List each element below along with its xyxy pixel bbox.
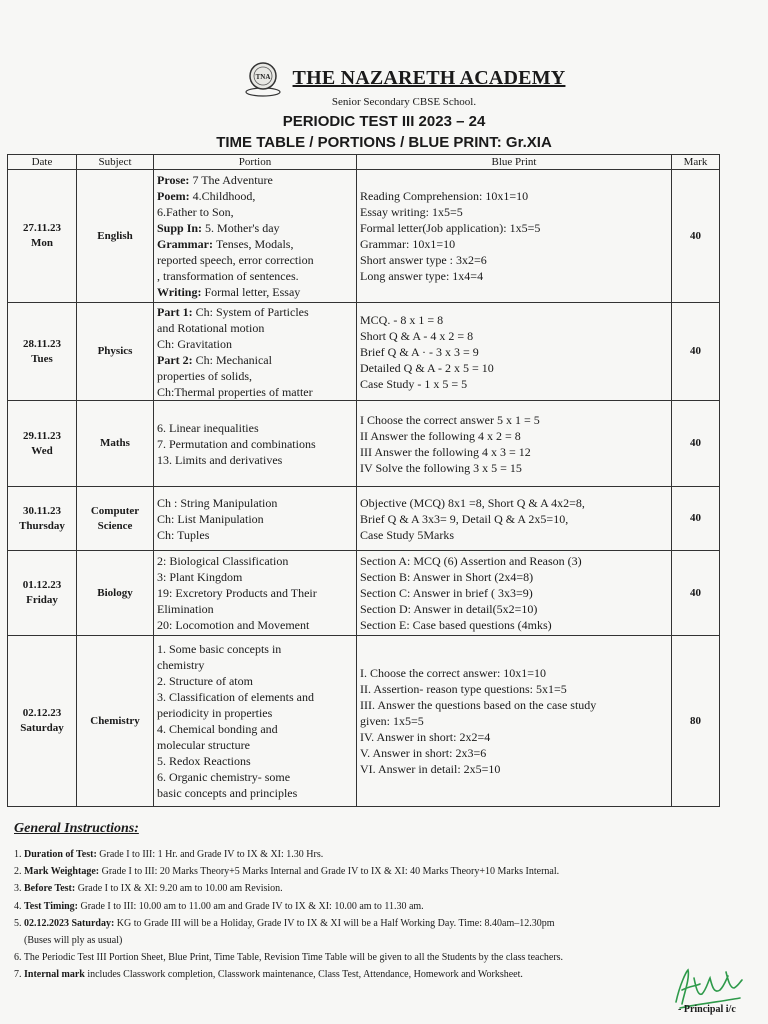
portion-line — [157, 511, 353, 527]
instruction-text: Grade I to III: 1 Hr. and Grade IV to IX & XI: 1.30 Hrs. — [99, 849, 324, 860]
date-cell — [8, 636, 77, 807]
portion-line — [157, 352, 353, 368]
blueprint-line: Short Q & A - 4 x 2 = 8 — [360, 328, 474, 343]
portion-line — [157, 452, 353, 468]
instruction-text: (Buses will ply as usual) — [24, 935, 123, 947]
blueprint-line: II Answer the following 4 x 2 = 8 — [360, 428, 521, 443]
school-header — [0, 58, 768, 108]
portion-cell — [154, 551, 357, 636]
subject-name: Physics — [97, 345, 133, 358]
mark-cell: 80 — [672, 636, 720, 807]
portion-text: chemistry — [157, 658, 205, 672]
mark-cell: 40 — [672, 303, 720, 401]
portion-label: Poem: — [157, 189, 193, 203]
subject-name: English — [97, 229, 133, 242]
date-cell — [8, 401, 77, 487]
blueprint-line: Formal letter(Job application): 1x5=5 — [360, 221, 541, 235]
exam-day: Saturday — [20, 722, 64, 734]
instruction-label: Duration of Test: — [24, 849, 100, 860]
subject-cell — [77, 487, 154, 551]
subject-name: Maths — [100, 437, 130, 450]
portion-text: molecular structure — [157, 738, 250, 752]
blueprint-cell — [357, 636, 672, 807]
exam-date: 28.11.23 — [23, 337, 61, 350]
portion-text: 6. Organic chemistry- some — [157, 770, 291, 784]
date-cell — [8, 303, 77, 401]
portion-text: Ch: System of Particles — [195, 304, 309, 319]
instruction-text: Grade I to III: 10.00 am to 11.00 am and Grade IV to IX & XI: 10.00 am to 11.30 am. — [80, 900, 424, 912]
school-name: THE NAZARETH ACADEMY — [292, 66, 566, 89]
instruction-text: The Periodic Test III Portion Sheet, Blue Print, Time Table, Revision Time Table will be given to all the Students by the class teachers. — [23, 952, 564, 964]
portion-line — [157, 617, 353, 633]
instruction-number: 6. — [14, 952, 24, 964]
portion-line — [157, 304, 353, 320]
portion-text: 19: Excretory Products and Their — [157, 586, 317, 600]
blueprint-line: Section A: MCQ (6) Assertion and Reason (3) — [360, 554, 582, 568]
blueprint-line: Short answer type : 3x2=6 — [360, 253, 487, 267]
portion-line — [157, 569, 353, 585]
portion-text: and Rotational motion — [157, 320, 265, 335]
blueprint-line: Section C: Answer in brief ( 3x3=9) — [360, 586, 533, 600]
portion-line — [157, 705, 353, 721]
blueprint-line: Brief Q & A · - 3 x 3 = 9 — [360, 344, 479, 359]
blueprint-line: Reading Comprehension: 10x1=10 — [360, 189, 529, 203]
blueprint-line: II. Assertion- reason type questions: 5x1=5 — [360, 682, 567, 696]
portion-label: Grammar: — [157, 237, 216, 251]
portion-cell — [154, 636, 357, 807]
instruction-label: Internal mark — [24, 969, 88, 981]
subject-name: Biology — [97, 586, 133, 599]
blueprint-cell — [357, 487, 672, 551]
instruction-text: Grade I to III: 20 Marks Theory+5 Marks Internal and Grade IV to IX & XI: 40 Marks Theory+10 Marks Internal. — [101, 866, 560, 878]
portion-text: Elimination — [157, 602, 214, 616]
exam-day: Friday — [26, 594, 58, 606]
portion-cell — [154, 170, 357, 303]
portion-line — [157, 368, 353, 384]
portion-label: Writing: — [157, 285, 205, 299]
exam-date: 02.12.23 — [22, 707, 62, 720]
portion-line — [157, 172, 353, 188]
portion-line — [157, 641, 353, 657]
instruction-item — [14, 863, 754, 880]
portion-text: 2: Biological Classification — [157, 554, 289, 568]
portion-line — [157, 436, 353, 452]
header-subject: Subject — [77, 155, 154, 170]
subject-cell — [77, 401, 154, 487]
portion-text: Ch: Tuples — [157, 527, 210, 542]
blueprint-line: III. Answer the questions based on the case study — [360, 698, 597, 712]
blueprint-line: IV. Answer in short: 2x2=4 — [360, 730, 491, 744]
school-crest-icon — [243, 58, 283, 98]
table-row — [8, 401, 720, 487]
instruction-text: includes Classwork completion, Classwork maintenance, Class Test, Attendance, Homework and Worksheet. — [87, 969, 523, 981]
portion-line — [157, 420, 353, 436]
blueprint-line: V. Answer in short: 2x3=6 — [360, 746, 487, 760]
portion-line — [157, 785, 353, 801]
principal-signatory: - Principal i/c — [678, 1004, 736, 1015]
timetable-body — [8, 170, 720, 807]
blueprint-line: Grammar: 10x1=10 — [360, 237, 456, 251]
portion-line — [157, 188, 353, 204]
instruction-item — [14, 898, 754, 915]
instruction-number: 2. — [14, 866, 24, 878]
blueprint-line: Long answer type: 1x4=4 — [360, 269, 484, 283]
portion-line — [157, 336, 353, 352]
blueprint-line: III Answer the following 4 x 3 = 12 — [360, 444, 531, 459]
instruction-label: 02.12.2023 Saturday: — [24, 917, 117, 929]
exam-date: 27.11.23 — [23, 222, 61, 235]
mark-cell: 40 — [672, 551, 720, 636]
instruction-item — [14, 966, 754, 983]
portion-line — [157, 384, 353, 400]
portion-text: 4.Childhood, — [192, 189, 256, 203]
table-row — [8, 170, 720, 303]
portion-text: Formal letter, Essay — [204, 285, 301, 299]
portion-cell — [154, 487, 357, 551]
instruction-number: 3. — [14, 883, 24, 895]
portion-line — [157, 737, 353, 753]
portion-text: 5. Mother's day — [205, 221, 280, 235]
exam-date: 30.11.23 — [23, 504, 61, 517]
timetable — [7, 154, 720, 807]
subject-cell — [77, 636, 154, 807]
instruction-number: 7. — [14, 969, 24, 981]
date-cell — [8, 487, 77, 551]
table-row — [8, 636, 720, 807]
portion-line — [157, 204, 353, 220]
blueprint-line: Section E: Case based questions (4mks) — [360, 618, 552, 632]
instructions-list — [14, 846, 754, 984]
subject-cell — [77, 303, 154, 401]
exam-day: Thursday — [19, 519, 65, 532]
portion-text: 4. Chemical bonding and — [157, 722, 278, 736]
portion-text: periodicity in properties — [157, 706, 273, 720]
blueprint-line: I Choose the correct answer 5 x 1 = 5 — [360, 412, 540, 427]
instruction-item — [14, 932, 754, 949]
exam-date: 01.12.23 — [22, 579, 62, 592]
subject-name: Computer — [90, 504, 140, 517]
instruction-number: 1. — [14, 849, 24, 860]
blueprint-line: Case Study 5Marks — [360, 527, 454, 542]
blueprint-line: Essay writing: 1x5=5 — [360, 205, 463, 219]
portion-line — [157, 585, 353, 601]
portion-line — [157, 769, 353, 785]
portion-line — [157, 673, 353, 689]
portion-text: 6.Father to Son, — [157, 205, 234, 219]
table-row — [8, 487, 720, 551]
instruction-item — [14, 880, 754, 897]
portion-text: 2. Structure of atom — [157, 674, 253, 688]
portion-label: Part 2: — [157, 352, 196, 367]
portion-line — [157, 753, 353, 769]
blueprint-line: Case Study - 1 x 5 = 5 — [360, 376, 468, 391]
portion-line — [157, 268, 353, 284]
blueprint-line: Brief Q & A 3x3= 9, Detail Q & A 2x5=10, — [360, 511, 569, 526]
portion-label: Prose: — [157, 173, 193, 187]
portion-text: 3: Plant Kingdom — [157, 570, 243, 584]
portion-text: 7. Permutation and combinations — [157, 436, 316, 451]
portion-line — [157, 721, 353, 737]
portion-text: Ch: Gravitation — [157, 336, 232, 351]
blueprint-line: Detailed Q & A - 2 x 5 = 10 — [360, 360, 494, 375]
table-row — [8, 303, 720, 401]
portion-line — [157, 553, 353, 569]
date-cell — [8, 170, 77, 303]
blueprint-line: Objective (MCQ) 8x1 =8, Short Q & A 4x2=8, — [360, 495, 585, 510]
blueprint-cell — [357, 303, 672, 401]
portion-line — [157, 284, 353, 300]
mark-cell: 40 — [672, 487, 720, 551]
mark-cell: 40 — [672, 401, 720, 487]
instructions-title: General Instructions: — [14, 821, 139, 836]
portion-text: 20: Locomotion and Movement — [157, 618, 310, 632]
blueprint-line: VI. Answer in detail: 2x5=10 — [360, 762, 501, 776]
instruction-label: Mark Weightage: — [24, 866, 102, 878]
header-blueprint: Blue Print — [357, 155, 672, 170]
portion-text: reported speech, error correction — [157, 253, 314, 267]
portion-label: Part 1: — [157, 304, 196, 319]
exam-day: Mon — [31, 237, 53, 249]
instruction-item — [14, 846, 754, 863]
exam-day: Wed — [31, 444, 53, 457]
portion-line — [157, 236, 353, 252]
portion-text: basic concepts and principles — [157, 786, 298, 800]
portion-text: Tenses, Modals, — [215, 237, 294, 251]
blueprint-line: Section B: Answer in Short (2x4=8) — [360, 570, 534, 584]
portion-cell — [154, 303, 357, 401]
portion-text: Ch: List Manipulation — [157, 511, 264, 526]
exam-date: 29.11.23 — [23, 429, 61, 442]
portion-line — [157, 601, 353, 617]
subject-name-line2: Science — [97, 519, 133, 532]
blueprint-line: I. Choose the correct answer: 10x1=10 — [360, 666, 547, 680]
portion-text: 6. Linear inequalities — [157, 420, 259, 435]
header-mark: Mark — [672, 155, 720, 170]
portion-text: 3. Classification of elements and — [157, 690, 314, 704]
blueprint-cell — [357, 551, 672, 636]
portion-text: properties of solids, — [157, 368, 252, 383]
portion-line — [157, 320, 353, 336]
exam-subtitle: TIME TABLE / PORTIONS / BLUE PRINT: Gr.XIA — [216, 134, 552, 151]
portion-line — [157, 220, 353, 236]
subject-cell — [77, 170, 154, 303]
portion-cell — [154, 401, 357, 487]
portion-text: 13. Limits and derivatives — [157, 452, 283, 467]
instruction-item — [14, 915, 754, 932]
portion-text: 1. Some basic concepts in — [157, 642, 282, 656]
exam-title: PERIODIC TEST III 2023 – 24 — [282, 113, 486, 130]
blueprint-line: Section D: Answer in detail(5x2=10) — [360, 602, 538, 616]
portion-line — [157, 689, 353, 705]
instruction-item — [14, 949, 754, 966]
subject-name: Chemistry — [90, 714, 140, 727]
subject-cell — [77, 551, 154, 636]
portion-text: 7 The Adventure — [192, 173, 273, 187]
portion-line — [157, 252, 353, 268]
timetable-header-row — [8, 155, 720, 170]
portion-label: Supp In: — [157, 221, 206, 235]
instruction-number: 5. — [14, 917, 24, 929]
portion-text: 5. Redox Reactions — [157, 754, 251, 768]
instruction-text: KG to Grade III will be a Holiday, Grade IV to IX & XI will be a Half Working Day. Time: 8.40am–12.30pm — [116, 917, 555, 929]
blueprint-line: IV Solve the following 3 x 5 = 15 — [360, 460, 522, 475]
blueprint-cell — [357, 170, 672, 303]
portion-line — [157, 527, 353, 543]
portion-line — [157, 495, 353, 511]
mark-cell: 40 — [672, 170, 720, 303]
blueprint-cell — [357, 401, 672, 487]
instruction-number: 4. — [14, 900, 24, 912]
portion-text: , transformation of sentences. — [157, 269, 299, 283]
instruction-label: Test Timing: — [24, 900, 81, 912]
instruction-label: Before Test: — [24, 883, 78, 895]
header-portion: Portion — [154, 155, 357, 170]
portion-line — [157, 657, 353, 673]
table-row — [8, 551, 720, 636]
portion-text: Ch : String Manipulation — [157, 495, 278, 510]
portion-text: Ch:Thermal properties of matter — [157, 384, 313, 399]
blueprint-line: MCQ. - 8 x 1 = 8 — [360, 312, 444, 327]
date-cell — [8, 551, 77, 636]
blueprint-line: given: 1x5=5 — [360, 714, 424, 728]
instruction-text: Grade I to IX & XI: 9.20 am to 10.00 am Revision. — [77, 883, 283, 895]
exam-day: Tues — [31, 352, 53, 365]
crest-letters: TNA — [255, 73, 270, 81]
header-date: Date — [8, 155, 77, 170]
school-subtitle: Senior Secondary CBSE School. — [331, 96, 477, 108]
portion-text: Ch: Mechanical — [195, 352, 272, 367]
